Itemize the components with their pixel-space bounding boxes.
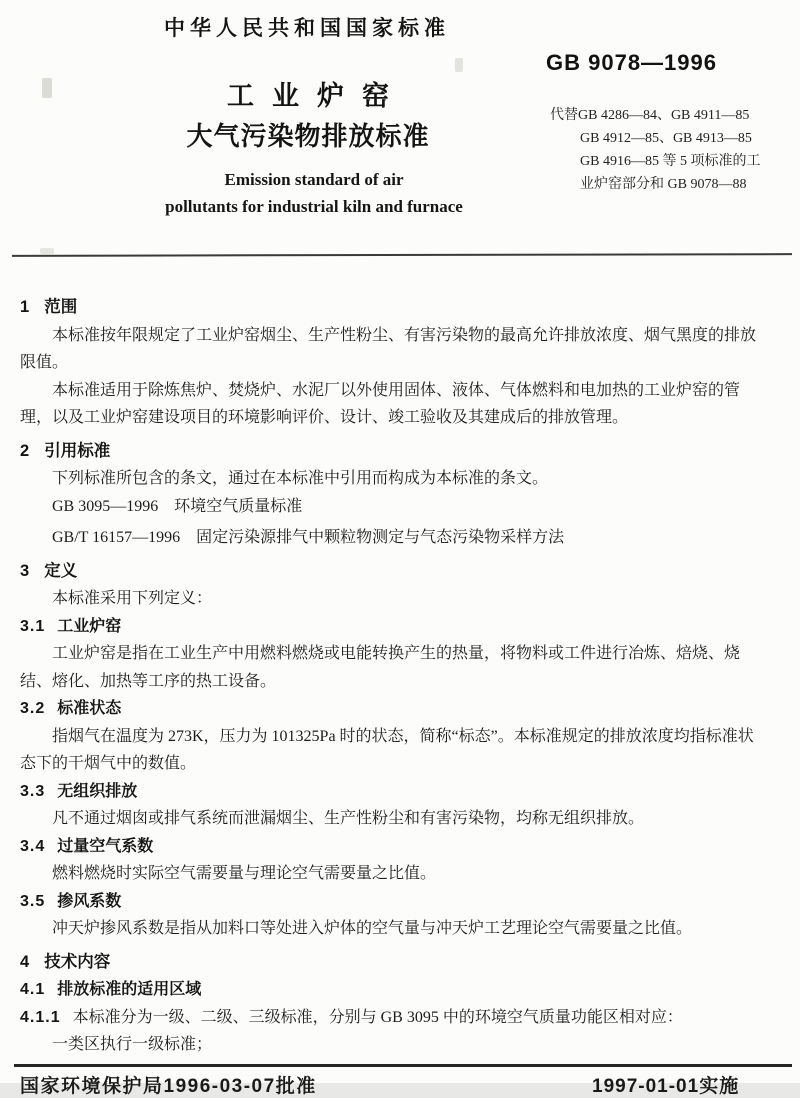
section-title: 工业炉窑: [57, 617, 122, 635]
section-heading: [20, 949, 768, 977]
section-title: 无组织排放: [57, 782, 138, 800]
clause-text: 本标准分为一级、二级、三级标准，分别与 GB 3095 中的环境空气质量功能区相对应：: [72, 1008, 683, 1026]
paragraph: 指烟气在温度为 273K，压力为 101325Pa 时的状态，简称“标态”。本标准规定的排放浓度均指标准状态下的干烟气中的数值。: [20, 727, 754, 772]
clause: [20, 1004, 768, 1032]
section-number: 3.1: [20, 617, 46, 635]
section-number: 4.1: [20, 981, 46, 998]
document-title-en-line2: pollutants for industrial kiln and furnace: [165, 197, 463, 216]
section-heading: [20, 778, 768, 806]
section-number: 2: [20, 441, 31, 460]
reference-item: GB/T 16157—1996 固定污染源排气中颗粒物测定与气态污染物采样方法: [52, 529, 565, 546]
paragraph: 凡不通过烟囱或排气系统而泄漏烟尘、生产性粉尘和有害污染物，均称无组织排放。: [52, 810, 645, 827]
section-heading: [20, 558, 768, 586]
document-title-cn-line1: 工业炉窑: [227, 81, 407, 111]
paragraph: 本标准按年限规定了工业炉窑烟尘、生产性粉尘、有害污染物的最高允许排放浓度、烟气黑度的排放限值。: [20, 326, 757, 371]
footer-rule: [14, 1064, 792, 1067]
reference-item: GB 3095—1996 环境空气质量标准: [52, 497, 303, 515]
section-title: 范围: [44, 298, 78, 316]
scan-artifact: [455, 58, 463, 72]
section-heading: [20, 438, 768, 466]
section-heading: [20, 976, 768, 1004]
section-title: 引用标准: [44, 441, 111, 460]
section-title: 标准状态: [57, 700, 122, 717]
replaces-line: 代替GB 4286—84、GB 4911—85: [550, 108, 750, 123]
paragraph: 下列标准所包含的条文，通过在本标准中引用而构成为本标准的条文。: [52, 470, 549, 487]
section-number: 3.3: [20, 782, 46, 800]
section-number: 3.5: [20, 892, 46, 910]
section-heading: [20, 695, 768, 723]
document-title-en: [0, 166, 628, 220]
paragraph: 燃料燃烧时实际空气需要量与理论空气需要量之比值。: [52, 865, 437, 882]
header-rule: [12, 253, 792, 257]
section-title: 技术内容: [44, 952, 111, 971]
paragraph: 一类区执行一级标准；: [52, 1036, 213, 1053]
section-number: 1: [20, 298, 31, 316]
section-heading: [20, 833, 768, 861]
replaces-line: 业炉窑部分和 GB 9078—88: [580, 177, 747, 192]
paragraph: 冲天炉掺风系数是指从加料口等处进入炉体的空气量与冲天炉工艺理论空气需要量之比值。: [52, 920, 693, 937]
paragraph: 本标准适用于除炼焦炉、焚烧炉、水泥厂以外使用固体、液体、气体燃料和电加热的工业炉窑的管理，以及工业炉窑建设项目的环境影响评价、设计、竣工验收及其建成后的排放管理。: [20, 381, 741, 426]
section-number: 3.4: [20, 837, 46, 855]
document-body: [20, 288, 768, 1059]
section-number: 4: [20, 952, 31, 971]
section-heading: [20, 888, 768, 916]
section-heading: [20, 294, 768, 322]
standard-number: GB 9078—1996: [546, 50, 717, 75]
replaces-line: GB 4916—85 等 5 项标准的工: [580, 154, 761, 169]
footer-implementation-date: 1997-01-01实施: [592, 1076, 740, 1097]
section-title: 定义: [44, 561, 78, 580]
paragraph: 工业炉窑是指在工业生产中用燃料燃烧或电能转换产生的热量，将物料或工件进行冶炼、焙烧、烧结、熔化、加热等工序的热工设备。: [20, 645, 741, 690]
footer-approval: 国家环境保护局1996-03-07批准: [20, 1076, 317, 1097]
document-title-en-line1: Emission standard of air: [224, 170, 404, 189]
paragraph: 本标准采用下列定义：: [52, 590, 213, 607]
section-title: 掺风系数: [57, 892, 122, 910]
replaces-line: GB 4912—85、GB 4913—85: [580, 131, 752, 146]
section-number: 3: [20, 561, 31, 580]
scan-artifact: [40, 248, 54, 254]
section-number: 4.1.1: [20, 1008, 61, 1026]
document-title-cn-line2: 大气污染物排放标准: [186, 121, 430, 151]
authority-title: 中华人民共和国国家标准: [164, 17, 450, 40]
section-title: 过量空气系数: [57, 837, 154, 855]
section-heading: [20, 613, 768, 641]
section-title: 排放标准的适用区域: [57, 981, 202, 998]
section-number: 3.2: [20, 700, 46, 717]
